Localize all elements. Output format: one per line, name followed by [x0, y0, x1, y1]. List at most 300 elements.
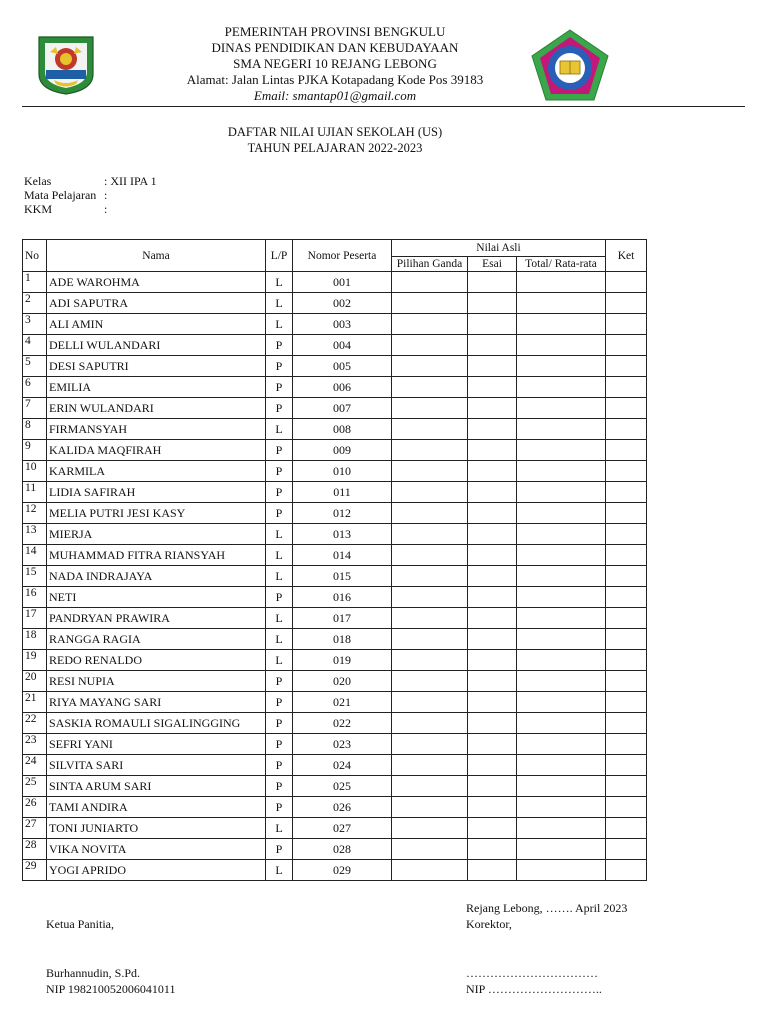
row-no: 2: [23, 293, 47, 314]
table-row: [23, 314, 647, 335]
row-ket: [606, 356, 647, 377]
row-no: 22: [23, 713, 47, 734]
row-no: 4: [23, 335, 47, 356]
korektor-name: ……………………………: [466, 966, 598, 980]
row-participant-number: 004: [293, 335, 392, 356]
row-esai: [468, 692, 517, 713]
row-pilihan-ganda: [392, 440, 468, 461]
row-total: [517, 524, 606, 545]
row-esai: [468, 776, 517, 797]
row-no: 6: [23, 377, 47, 398]
row-no: 24: [23, 755, 47, 776]
korektor-label: Korektor,: [466, 917, 512, 931]
row-name: REDO RENALDO: [47, 650, 266, 671]
row-esai: [468, 461, 517, 482]
row-participant-number: 015: [293, 566, 392, 587]
row-no: 1: [23, 272, 47, 293]
row-participant-number: 010: [293, 461, 392, 482]
row-esai: [468, 566, 517, 587]
row-gender: L: [266, 272, 293, 293]
row-gender: P: [266, 839, 293, 860]
row-ket: [606, 440, 647, 461]
row-esai: [468, 293, 517, 314]
row-esai: [468, 797, 517, 818]
kkm-label: KKM: [24, 202, 53, 216]
row-esai: [468, 860, 517, 881]
row-total: [517, 419, 606, 440]
row-ket: [606, 503, 647, 524]
row-total: [517, 860, 606, 881]
row-total: [517, 503, 606, 524]
row-pilihan-ganda: [392, 629, 468, 650]
row-total: [517, 545, 606, 566]
row-gender: P: [266, 461, 293, 482]
row-total: [517, 293, 606, 314]
info-row-kkm: [24, 202, 157, 216]
row-total: [517, 692, 606, 713]
row-ket: [606, 566, 647, 587]
row-pilihan-ganda: [392, 608, 468, 629]
row-ket: [606, 608, 647, 629]
row-gender: P: [266, 692, 293, 713]
row-participant-number: 021: [293, 692, 392, 713]
ketua-name: Burhannudin, S.Pd.: [46, 966, 141, 980]
row-no: 27: [23, 818, 47, 839]
row-name: NETI: [47, 587, 266, 608]
row-ket: [606, 398, 647, 419]
row-esai: [468, 314, 517, 335]
row-no: 11: [23, 482, 47, 503]
row-gender: P: [266, 797, 293, 818]
row-name: ERIN WULANDARI: [47, 398, 266, 419]
row-no: 26: [23, 797, 47, 818]
row-ket: [606, 734, 647, 755]
letterhead-line-1: PEMERINTAH PROVINSI BENGKULU: [224, 24, 446, 39]
row-no: 18: [23, 629, 47, 650]
row-esai: [468, 356, 517, 377]
row-gender: L: [266, 545, 293, 566]
row-ket: [606, 797, 647, 818]
table-row: [23, 272, 647, 293]
row-pilihan-ganda: [392, 755, 468, 776]
class-info: [24, 174, 157, 216]
row-esai: [468, 671, 517, 692]
row-name: EMILIA: [47, 377, 266, 398]
row-gender: P: [266, 482, 293, 503]
mapel-value: :: [104, 188, 108, 202]
row-participant-number: 003: [293, 314, 392, 335]
letterhead-address: Alamat: Jalan Lintas PJKA Kotapadang Kode Pos 39183: [186, 72, 484, 87]
row-name: RIYA MAYANG SARI: [47, 692, 266, 713]
table-row: [23, 776, 647, 797]
row-participant-number: 028: [293, 839, 392, 860]
letterhead: [150, 24, 520, 104]
table-row: [23, 440, 647, 461]
row-esai: [468, 524, 517, 545]
title-line-2: TAHUN PELAJARAN 2022-2023: [247, 141, 423, 155]
row-name: RESI NUPIA: [47, 671, 266, 692]
table-row: [23, 608, 647, 629]
row-no: 25: [23, 776, 47, 797]
row-gender: P: [266, 398, 293, 419]
row-pilihan-ganda: [392, 692, 468, 713]
document-title: [150, 124, 520, 156]
row-total: [517, 650, 606, 671]
row-gender: P: [266, 377, 293, 398]
table-row: [23, 566, 647, 587]
row-esai: [468, 545, 517, 566]
row-participant-number: 008: [293, 419, 392, 440]
row-ket: [606, 839, 647, 860]
row-participant-number: 014: [293, 545, 392, 566]
row-esai: [468, 650, 517, 671]
row-no: 9: [23, 440, 47, 461]
table-row: [23, 839, 647, 860]
row-ket: [606, 524, 647, 545]
row-pilihan-ganda: [392, 650, 468, 671]
row-pilihan-ganda: [392, 272, 468, 293]
info-row-mapel: [24, 188, 157, 202]
row-gender: L: [266, 566, 293, 587]
row-pilihan-ganda: [392, 377, 468, 398]
row-ket: [606, 671, 647, 692]
table-row: [23, 419, 647, 440]
row-total: [517, 671, 606, 692]
table-row: [23, 524, 647, 545]
row-ket: [606, 755, 647, 776]
row-participant-number: 012: [293, 503, 392, 524]
row-participant-number: 007: [293, 398, 392, 419]
row-total: [517, 818, 606, 839]
row-esai: [468, 377, 517, 398]
row-name: FIRMANSYAH: [47, 419, 266, 440]
col-header-total: Total/ Rata-rata: [517, 257, 606, 272]
row-pilihan-ganda: [392, 839, 468, 860]
row-participant-number: 006: [293, 377, 392, 398]
row-name: SASKIA ROMAULI SIGALINGGING: [47, 713, 266, 734]
mapel-label: Mata Pelajaran: [24, 188, 97, 202]
row-no: 14: [23, 545, 47, 566]
info-row-kelas: [24, 174, 157, 188]
row-pilihan-ganda: [392, 818, 468, 839]
row-participant-number: 022: [293, 713, 392, 734]
row-participant-number: 026: [293, 797, 392, 818]
row-esai: [468, 755, 517, 776]
row-participant-number: 019: [293, 650, 392, 671]
row-no: 17: [23, 608, 47, 629]
row-no: 23: [23, 734, 47, 755]
row-participant-number: 001: [293, 272, 392, 293]
row-gender: L: [266, 314, 293, 335]
row-name: KARMILA: [47, 461, 266, 482]
row-name: RANGGA RAGIA: [47, 629, 266, 650]
row-esai: [468, 398, 517, 419]
row-participant-number: 011: [293, 482, 392, 503]
row-pilihan-ganda: [392, 713, 468, 734]
table-row: [23, 503, 647, 524]
row-total: [517, 461, 606, 482]
row-esai: [468, 587, 517, 608]
row-participant-number: 027: [293, 818, 392, 839]
table-row: [23, 335, 647, 356]
row-total: [517, 314, 606, 335]
col-header-ket: Ket: [606, 240, 647, 272]
row-esai: [468, 440, 517, 461]
row-gender: P: [266, 671, 293, 692]
row-ket: [606, 272, 647, 293]
row-ket: [606, 860, 647, 881]
row-no: 8: [23, 419, 47, 440]
row-participant-number: 009: [293, 440, 392, 461]
row-pilihan-ganda: [392, 419, 468, 440]
row-ket: [606, 419, 647, 440]
row-total: [517, 335, 606, 356]
row-no: 28: [23, 839, 47, 860]
row-pilihan-ganda: [392, 587, 468, 608]
row-no: 15: [23, 566, 47, 587]
row-esai: [468, 818, 517, 839]
kelas-value: : XII IPA 1: [104, 174, 157, 188]
row-pilihan-ganda: [392, 335, 468, 356]
row-participant-number: 029: [293, 860, 392, 881]
row-total: [517, 272, 606, 293]
row-no: 13: [23, 524, 47, 545]
row-name: NADA INDRAJAYA: [47, 566, 266, 587]
row-ket: [606, 545, 647, 566]
row-total: [517, 629, 606, 650]
row-no: 3: [23, 314, 47, 335]
row-total: [517, 566, 606, 587]
school-emblem-icon: [530, 28, 610, 102]
row-participant-number: 017: [293, 608, 392, 629]
row-no: 20: [23, 671, 47, 692]
row-gender: P: [266, 335, 293, 356]
row-esai: [468, 503, 517, 524]
row-esai: [468, 713, 517, 734]
row-ket: [606, 629, 647, 650]
row-participant-number: 025: [293, 776, 392, 797]
row-ket: [606, 335, 647, 356]
row-esai: [468, 839, 517, 860]
row-participant-number: 013: [293, 524, 392, 545]
row-name: PANDRYAN PRAWIRA: [47, 608, 266, 629]
col-header-nama: Nama: [47, 240, 266, 272]
row-pilihan-ganda: [392, 860, 468, 881]
row-ket: [606, 713, 647, 734]
row-esai: [468, 335, 517, 356]
row-esai: [468, 734, 517, 755]
row-participant-number: 018: [293, 629, 392, 650]
row-gender: P: [266, 587, 293, 608]
row-name: VIKA NOVITA: [47, 839, 266, 860]
kkm-value: :: [104, 202, 108, 216]
row-name: DESI SAPUTRI: [47, 356, 266, 377]
table-row: [23, 377, 647, 398]
table-row: [23, 398, 647, 419]
row-esai: [468, 272, 517, 293]
row-gender: P: [266, 440, 293, 461]
row-participant-number: 023: [293, 734, 392, 755]
row-gender: P: [266, 713, 293, 734]
row-gender: L: [266, 860, 293, 881]
row-pilihan-ganda: [392, 482, 468, 503]
row-pilihan-ganda: [392, 314, 468, 335]
table-row: [23, 860, 647, 881]
row-name: MIERJA: [47, 524, 266, 545]
ketua-nip: NIP 198210052006041011: [46, 982, 176, 996]
row-name: YOGI APRIDO: [47, 860, 266, 881]
row-no: 19: [23, 650, 47, 671]
col-header-esai: Esai: [468, 257, 517, 272]
table-row: [23, 461, 647, 482]
row-name: SILVITA SARI: [47, 755, 266, 776]
table-row: [23, 356, 647, 377]
row-no: 16: [23, 587, 47, 608]
row-pilihan-ganda: [392, 797, 468, 818]
table-row: [23, 734, 647, 755]
row-ket: [606, 461, 647, 482]
row-ket: [606, 377, 647, 398]
row-pilihan-ganda: [392, 356, 468, 377]
row-total: [517, 587, 606, 608]
col-header-nilai-asli: Nilai Asli: [392, 240, 606, 257]
row-no: 7: [23, 398, 47, 419]
col-header-pilihan-ganda: Pilihan Ganda: [392, 257, 468, 272]
letterhead-line-2: DINAS PENDIDIKAN DAN KEBUDAYAAN: [211, 40, 459, 55]
row-total: [517, 608, 606, 629]
table-row: [23, 545, 647, 566]
row-gender: P: [266, 734, 293, 755]
row-total: [517, 482, 606, 503]
place-date: Rejang Lebong, ……. April 2023: [466, 901, 628, 915]
row-name: SINTA ARUM SARI: [47, 776, 266, 797]
row-pilihan-ganda: [392, 734, 468, 755]
row-gender: L: [266, 629, 293, 650]
row-total: [517, 797, 606, 818]
row-name: ALI AMIN: [47, 314, 266, 335]
row-total: [517, 755, 606, 776]
row-total: [517, 776, 606, 797]
row-ket: [606, 314, 647, 335]
row-total: [517, 377, 606, 398]
table-row: [23, 671, 647, 692]
row-ket: [606, 776, 647, 797]
provincial-crest-icon: [36, 34, 96, 96]
row-gender: L: [266, 650, 293, 671]
row-name: TONI JUNIARTO: [47, 818, 266, 839]
table-row: [23, 692, 647, 713]
row-total: [517, 734, 606, 755]
row-no: 10: [23, 461, 47, 482]
table-row: [23, 755, 647, 776]
korektor-nip: NIP ………………………..: [466, 982, 602, 996]
row-no: 21: [23, 692, 47, 713]
letterhead-email: Email: smantap01@gmail.com: [253, 88, 417, 103]
table-row: [23, 629, 647, 650]
row-name: MUHAMMAD FITRA RIANSYAH: [47, 545, 266, 566]
row-ket: [606, 650, 647, 671]
row-name: SEFRI YANI: [47, 734, 266, 755]
row-total: [517, 713, 606, 734]
col-header-lp: L/P: [266, 240, 293, 272]
row-gender: L: [266, 419, 293, 440]
row-pilihan-ganda: [392, 545, 468, 566]
row-name: KALIDA MAQFIRAH: [47, 440, 266, 461]
row-esai: [468, 608, 517, 629]
row-name: ADI SAPUTRA: [47, 293, 266, 314]
row-esai: [468, 482, 517, 503]
row-gender: P: [266, 356, 293, 377]
col-header-nomor: Nomor Peserta: [293, 240, 392, 272]
row-pilihan-ganda: [392, 461, 468, 482]
row-participant-number: 024: [293, 755, 392, 776]
row-pilihan-ganda: [392, 566, 468, 587]
row-esai: [468, 629, 517, 650]
table-row: [23, 587, 647, 608]
row-gender: P: [266, 755, 293, 776]
ketua-label: Ketua Panitia,: [46, 917, 114, 931]
row-pilihan-ganda: [392, 503, 468, 524]
row-participant-number: 016: [293, 587, 392, 608]
table-row: [23, 482, 647, 503]
table-row: [23, 293, 647, 314]
row-name: LIDIA SAFIRAH: [47, 482, 266, 503]
row-pilihan-ganda: [392, 776, 468, 797]
row-participant-number: 002: [293, 293, 392, 314]
row-pilihan-ganda: [392, 398, 468, 419]
row-gender: L: [266, 608, 293, 629]
row-pilihan-ganda: [392, 671, 468, 692]
row-gender: L: [266, 524, 293, 545]
kelas-label: Kelas: [24, 174, 52, 188]
table-row: [23, 797, 647, 818]
row-ket: [606, 293, 647, 314]
header-divider: [22, 106, 745, 107]
row-pilihan-ganda: [392, 524, 468, 545]
row-no: 5: [23, 356, 47, 377]
title-line-1: DAFTAR NILAI UJIAN SEKOLAH (US): [227, 125, 443, 139]
row-pilihan-ganda: [392, 293, 468, 314]
row-participant-number: 020: [293, 671, 392, 692]
row-gender: L: [266, 818, 293, 839]
row-participant-number: 005: [293, 356, 392, 377]
row-gender: L: [266, 293, 293, 314]
col-header-no: No: [23, 240, 47, 272]
row-gender: P: [266, 776, 293, 797]
row-total: [517, 398, 606, 419]
row-name: TAMI ANDIRA: [47, 797, 266, 818]
row-ket: [606, 587, 647, 608]
row-ket: [606, 692, 647, 713]
row-total: [517, 839, 606, 860]
row-no: 29: [23, 860, 47, 881]
row-name: MELIA PUTRI JESI KASY: [47, 503, 266, 524]
table-row: [23, 650, 647, 671]
row-total: [517, 440, 606, 461]
row-gender: P: [266, 503, 293, 524]
row-total: [517, 356, 606, 377]
grades-table: [22, 239, 647, 881]
row-name: ADE WAROHMA: [47, 272, 266, 293]
row-ket: [606, 818, 647, 839]
row-esai: [468, 419, 517, 440]
row-ket: [606, 482, 647, 503]
table-row: [23, 713, 647, 734]
letterhead-line-3: SMA NEGERI 10 REJANG LEBONG: [233, 56, 437, 71]
row-no: 12: [23, 503, 47, 524]
table-row: [23, 818, 647, 839]
row-name: DELLI WULANDARI: [47, 335, 266, 356]
